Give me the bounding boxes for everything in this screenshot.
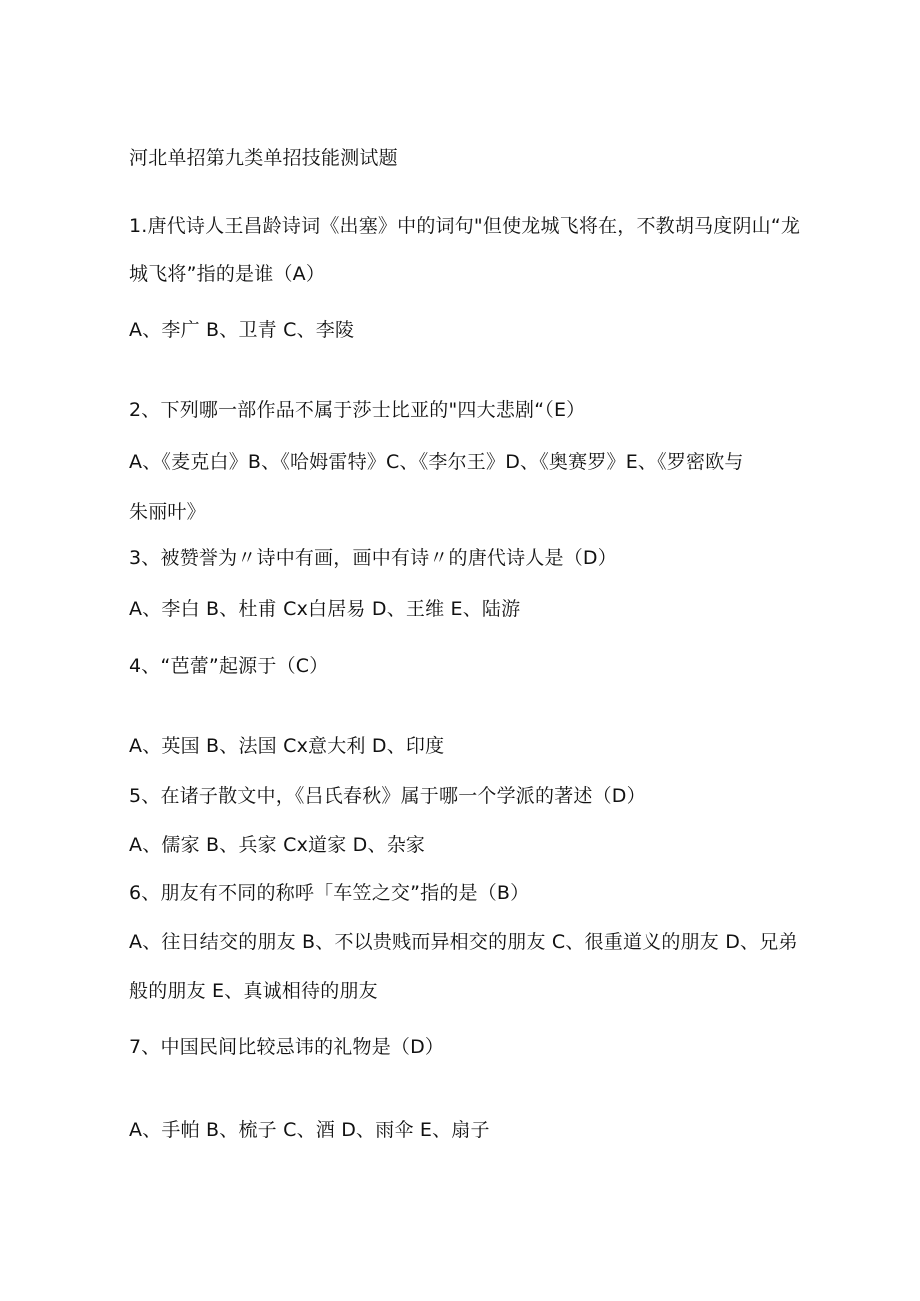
question-1-stem-line-2: 城飞将”指的是谁（A）	[129, 263, 326, 285]
question-4-options: A、英国 B、法国 Cx意大利 D、印度	[129, 735, 445, 757]
question-6-options-line-1: A、往日结交的朋友 B、不以贵贱而异相交的朋友 C、很重道义的朋友 D、兄弟	[129, 931, 798, 953]
question-2-options-line-2: 朱丽叶》	[129, 501, 206, 523]
question-2-stem: 2、下列哪一部作品不属于莎士比亚的"四大悲剧“（E）	[129, 399, 586, 421]
question-5-stem: 5、在诸子散文中，《吕氏春秋》属于哪一个学派的著述（D）	[129, 785, 646, 807]
question-7-stem: 7、中国民间比较忌讳的礼物是（D）	[129, 1036, 445, 1058]
question-5-options: A、儒家 B、兵家 Cx道家 D、杂家	[129, 834, 426, 856]
question-1-options: A、李广 B、卫青 C、李陵	[129, 319, 355, 341]
question-4-stem: 4、“芭蕾”起源于（C）	[129, 655, 329, 677]
question-7-options: A、手帕 B、梳子 C、酒 D、雨伞 E、扇子	[129, 1119, 490, 1141]
question-3-stem: 3、被赞誉为〃诗中有画，画中有诗〃的唐代诗人是（D）	[129, 547, 617, 569]
question-2-options-line-1: A、《麦克白》B、《哈姆雷特》C、《李尔王》D、《奥赛罗》E、《罗密欧与	[129, 451, 744, 473]
question-3-options: A、李白 B、杜甫 Cx白居易 D、王维 E、陆游	[129, 598, 521, 620]
question-6-options-line-2: 般的朋友 E、真诚相待的朋友	[129, 980, 378, 1002]
question-1-stem-line-1: 1.唐代诗人王昌龄诗词《出塞》中的词句"但使龙城飞将在，不教胡马度阴山“龙	[129, 215, 801, 237]
question-6-stem: 6、朋友有不同的称呼「车笠之交”指的是（B）	[129, 882, 530, 904]
page-title: 河北单招第九类单招技能测试题	[129, 147, 398, 169]
